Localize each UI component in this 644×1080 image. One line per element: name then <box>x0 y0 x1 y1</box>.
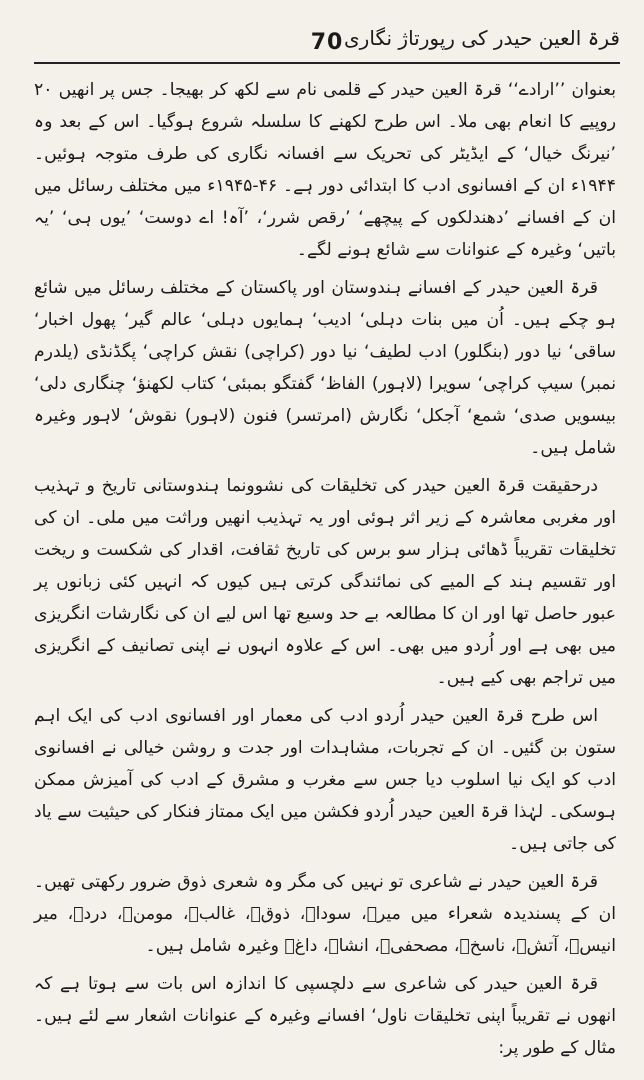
paragraph: درحقیقت قرۃ العین حیدر کی تخلیقات کی نشوونما ہندوستانی تاریخ و تہذیب اور مغربی معاشرہ کے زیر اثر ہوئی اور یہ تہذیب انھیں وراثت میں ملی۔ ان کی تخلیقات تقریباً ڈھائی ہزار سو برس کی تاریخ ثقافت، اقدار کی شکست و ریخت اور تقسیم ہند کے المیے کی نمائندگی کرتی ہیں کیوں کہ انہیں کئی زبانوں پر عبور حاصل تھا اور ان کا مطالعہ بے حد وسیع تھا اس لیے ان کی نگارشات انگریزی میں بھی ہے اور اُردو میں بھی۔ اس کے علاوہ انہوں نے اپنی تصانیف کے انگریزی میں تراجم بھی کیے ہیں۔ <box>34 476 616 688</box>
paragraph: قرۃ العین حیدر کے افسانے ہندوستان اور پاکستان کے مختلف رسائل میں شائع ہو چکے ہیں۔ اُن میں بنات دہلی‘ ادیب‘ ہمایوں دہلی‘ عالم گیر‘ پھول اخبار‘ ساقی‘ نیا دور (بنگلور) ادب لطیف‘ نیا دور (کراچی) نقش کراچی‘ پگڈنڈی (یلدرم نمبر) سیپ کراچی‘ سویرا (لاہور) الفاظ‘ گفتگو بمبئی‘ کتاب لکھنؤ‘ چنگاری دلی‘ بیسویں صدی‘ شمع‘ آجکل‘ نگارش (امرتسر) فنون (لاہور) نقوش‘ لاہور وغیرہ شامل ہیں۔ <box>34 278 616 458</box>
body-text <box>34 74 616 1064</box>
page-header <box>34 0 620 64</box>
page-number: 70 <box>310 30 344 55</box>
paragraph: قرۃ العین حیدر نے شاعری تو نہیں کی مگر وہ شعری ذوق ضرور رکھتی تھیں۔ ان کے پسندیدہ شعراء میں میرؔ، سوداؔ، ذوقؔ، غالبؔ، مومنؔ، دردؔ، میر انیسؔ، آتشؔ، ناسخؔ، مصحفیؔ، انشاؔ، داغؔ وغیرہ شامل ہیں۔ <box>34 872 616 956</box>
paragraph: اس طرح قرۃ العین حیدر اُردو ادب کی معمار اور افسانوی ادب کی ایک اہم ستون بن گئیں۔ ان کے تجربات، مشاہدات اور جدت و روشن خیالی نے افسانوی ادب کو ایک نیا اسلوب دیا جس سے مغرب و مشرق کے ادب کی آمیزش ممکن ہوسکی۔ لہٰذا قرۃ العین حیدر اُردو فکشن میں ایک ممتاز فنکار کی حیثیت سے یاد کی جاتی ہیں۔ <box>34 706 616 854</box>
paragraph: بعنوان ’’ارادے‘‘ قرۃ العین حیدر کے قلمی نام سے لکھ کر بھیجا۔ جس پر انھیں ۲۰ روپیے کا انعام بھی ملا۔ اس طرح لکھنے کا سلسلہ شروع ہوگیا۔ اس کے بعد وہ ’نیرنگ خیال‘ کے ایڈیٹر کی تحریک سے افسانہ نگاری کی طرف متوجہ ہوئیں۔ ۱۹۴۴ء ان کے افسانوی ادب کا ابتدائی دور ہے۔ ۴۶-۱۹۴۵ء میں مختلف رسائل میں ان کے افسانے ’دھندلکوں کے پیچھے‘ ’رقص شرر‘، ’آہ! اے دوست‘ ’یوں ہی‘ ’یہ باتیں‘ وغیرہ کے عنوانات سے شائع ہونے لگے۔ <box>34 80 616 260</box>
running-head: قرۃ العین حیدر کی رپورتاژ نگاری <box>344 26 620 50</box>
paragraph: قرۃ العین حیدر کی شاعری سے دلچسپی کا اندازہ اس بات سے ہوتا ہے کہ انھوں نے تقریباً اپنی تخلیقات ناول‘ افسانے وغیرہ کے عنوانات اشعار سے لئے ہیں۔ مثال کے طور پر: <box>34 974 616 1058</box>
